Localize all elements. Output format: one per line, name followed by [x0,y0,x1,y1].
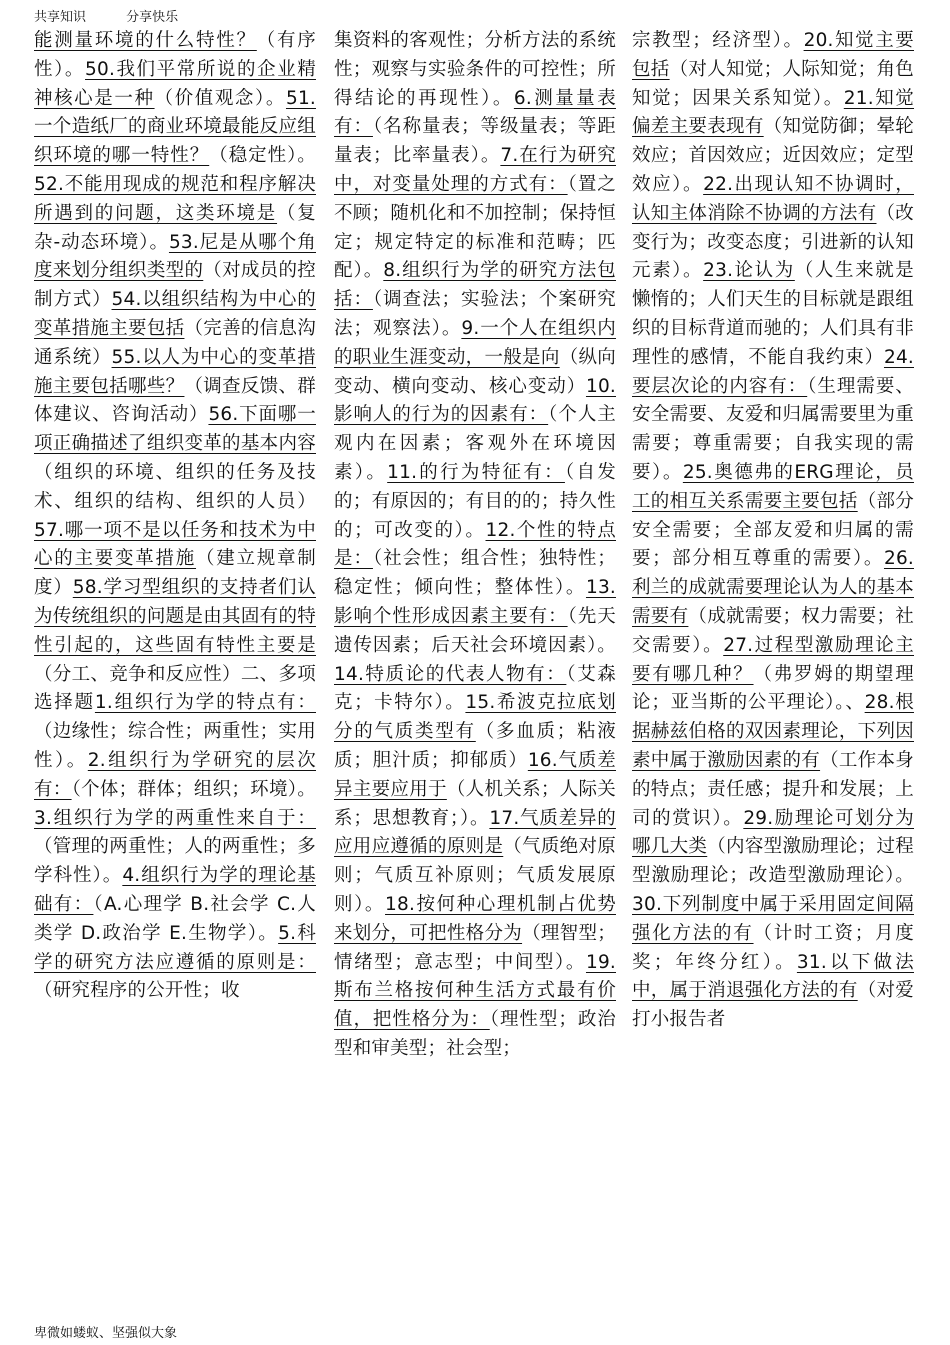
question-stem: 52.不能用现成的规范和程序解决所遇到的问题，这类环境是 [34,173,316,224]
question-answer: （社会性；组合性；独特性；稳定性；倾向性；整体性）。 [334,548,616,599]
question-stem: 8.组织行为学的研究方法包括： [334,260,616,311]
question-stem: 能测量环境的什么特性？ [34,30,257,51]
page-header [34,6,214,25]
question-answer: （个体；群体；组织；环境）。 [71,778,316,800]
question-answer: （多血质；粘液质；胆汁质；抑郁质） [334,721,616,771]
question-answer: （弗罗姆的期望理论；亚当斯的公平理论）。、 [632,663,915,714]
question-answer: （对爱打小报告者 [632,980,914,1031]
question-answer: （改变行为；改变态度；引进新的认知元素）。 [632,202,914,282]
question-stem: 30.下列制度中属于采用固定间隔强化方法的有 [632,893,914,944]
question-answer: （成就需要；权力需要；社交需要）。 [632,605,914,656]
question-answer: （有序性）。 [34,30,317,80]
question-stem: 55.以人为中心的变革措施主要包括哪些？ [34,346,316,397]
question-stem: 18.按何种心理机制占优势来划分，可把性格分为 [334,893,616,944]
question-answer: （人机关系；人际关系；思想教育；）。 [334,778,616,829]
text-column-2 [334,27,616,1064]
question-stem: 2.组织行为学研究的层次有： [34,749,316,800]
question-stem: 6.测量量表有： [334,87,616,138]
question-stem: 11.的行为特征有： [387,461,565,483]
question-stem: 25.奥德弗的ERG理论，员工的相互关系需要主要包括 [632,461,914,512]
header-left-text: 共享知识 [34,10,87,25]
question-answer: （工作本身的特点；责任感；提升和发展；上司的赏识）。 [632,749,914,829]
question-answer: （对人知觉；人际知觉；角色知觉；因果关系知觉）。 [632,58,914,109]
question-item [632,30,804,51]
question-stem: 28.根据赫兹伯格的双因素理论，下列因素中属于激励因素的有 [632,692,914,771]
question-answer: 二、多项选择题 [34,663,316,714]
question-answer: （理智型；情绪型；意志型；中间型）。 [334,922,616,973]
question-stem: 3.组织行为学的两重性来自于： [34,807,316,829]
question-stem: 57.哪一项不是以任务和技术为中心的主要变革措施 [34,519,316,570]
question-stem: 4.组织行为学的理论基础有： [34,865,316,915]
question-answer: （理性型；政治型和审美型；社会型； [334,1009,617,1059]
question-answer: （研究程序的公开性；收 [34,980,240,1002]
question-answer: （纵向变动、横向变动、核心变动） [334,346,616,397]
question-stem: 14.特质论的代表人物有： [334,663,567,685]
question-answer: （名称量表；等级量表；等距量表；比率量表）。 [334,116,616,167]
question-answer: （调查反馈、群体建议、咨询活动） [34,375,316,426]
question-answer: （稳定性）。 [209,145,316,167]
question-stem: 31.以下做法中，属于消退强化方法的有 [632,951,914,1002]
question-stem: 13.影响个性形成因素主要有： [334,577,616,627]
question-stem: 19.斯布兰格按何种生活方式最有价值，把性格分为： [334,951,616,1031]
question-stem: 56.下面哪一项正确描述了组织变革的基本内容 [34,404,316,455]
question-answer: （对成员的控制方式） [34,260,316,311]
question-answer: （先天遗传因素；后天社会环境因素）。 [334,605,616,656]
question-answer: （计时工资；月度奖；年终分红）。 [632,922,915,973]
question-stem: 7.在行为研究中，对变量处理的方式有： [334,145,616,195]
question-answer: （人生来就是懒惰的；人们天生的目标就是跟组织的目标背道而驰的；人们具有非理性的感情，不能自我约束） [632,260,914,368]
question-stem: 5.科学的研究方法应遵循的原则是： [34,922,316,973]
question-stem: 17.气质差异的应用应遵循的原则是 [334,807,616,858]
question-stem: 24.要层次论的内容有： [632,346,914,397]
question-stem: 16.气质差异主要应用于 [334,749,616,800]
question-answer: （边缘性；综合性；两重性；实用性）。 [34,721,316,771]
question-stem: 20.知觉主要包括 [632,30,914,80]
question-answer: （分工、竞争和反应性） [34,663,241,685]
question-stem: 27.过程型激励理论主要有哪几种？ [632,634,914,685]
question-stem: 58.学习型组织的支持者们认为传统组织的问题是由其固有的特性引起的，这些固有特性主要是 [34,577,316,656]
question-answer: （建立规章制度） [34,548,316,599]
question-stem: 23.论认为 [703,260,795,282]
question-answer: （A.心理学 B.社会学 C.人类学 D.政治学 E.生物学）。 [34,893,316,944]
page-footer: 卑微如蝼蚁、坚强似大象 [34,1326,178,1341]
question-answer: （部分安全需要；全部友爱和归属的需要；部分相互尊重的需要）。 [632,490,914,570]
text-column-3 [632,27,914,1035]
question-stem: 15.希波克拉底划分的气质类型有 [334,692,616,743]
question-stem: 26.利兰的成就需要理论认为人的基本需要有 [632,548,914,627]
question-stem: 50.我们平常所说的企业精神核心是一种 [34,58,316,109]
question-answer: （个人主观内在因素；客观外在环境因素）。 [334,404,616,483]
question-answer: （复杂-动态环境）。 [34,202,317,253]
question-stem: 29.励理论可划分为哪几大类 [632,807,915,858]
question-answer: （置之不顾；随机化和不加控制；保持恒定；规定特定的标准和范畴；匹配）。 [334,173,616,282]
question-answer: （管理的两重性；人的两重性；多学科性）。 [34,836,316,887]
question-answer: 集资料的客观性；分析方法的系统性；观察与实验条件的可控性；所得结论的再现性）。 [334,30,616,109]
question-stem: 53.尼是从哪个角度来划分组织类型的 [34,231,316,282]
question-stem: 51.一个造纸厂的商业环境最能反应组织环境的哪一特性？ [34,87,316,167]
question-stem: 54.以组织结构为中心的变革措施主要包括 [34,289,316,339]
question-stem: 9.一个人在组织内的职业生涯变动，一般是向 [334,317,617,368]
question-stem: 1.组织行为学的特点有： [94,692,316,714]
question-answer: （知觉防御；晕轮效应；首因效应；近因效应；定型效应）。 [632,116,914,195]
header-right-text: 分享快乐 [126,10,179,25]
question-answer: （调查法；实验法；个案研究法；观察法）。 [334,289,616,339]
question-answer: （生理需要、安全需要、友爱和归属需要里为重需要；尊重需要；自我实现的需要）。 [632,375,914,483]
question-answer: （气质绝对原则；气质互补原则；气质发展原则）。 [334,836,616,915]
question-answer: （完善的信息沟通系统） [34,317,316,368]
question-stem: 21.知觉偏差主要表现有 [632,87,915,138]
question-stem: 22.出现认知不协调时，认知主体消除不协调的方法有 [632,173,914,224]
text-column-1 [34,27,316,1006]
question-answer: （价值观念）。 [154,87,286,109]
question-stem: 12.个性的特点是： [334,519,616,570]
question-answer: （艾森克；卡特尔）。 [334,663,616,714]
question-stem: 10.影响人的行为的因素有： [334,375,616,426]
question-answer: （组织的环境、组织的任务及技术、组织的结构、组织的人员） [34,461,316,512]
question-answer: （自发的；有原因的；有目的的；持久性的；可改变的）。 [334,461,616,541]
question-answer: （内容型激励理论；过程型激励理论；改造型激励理论）。 [632,836,914,887]
question-answer: 宗教型；经济型）。 [632,30,804,51]
